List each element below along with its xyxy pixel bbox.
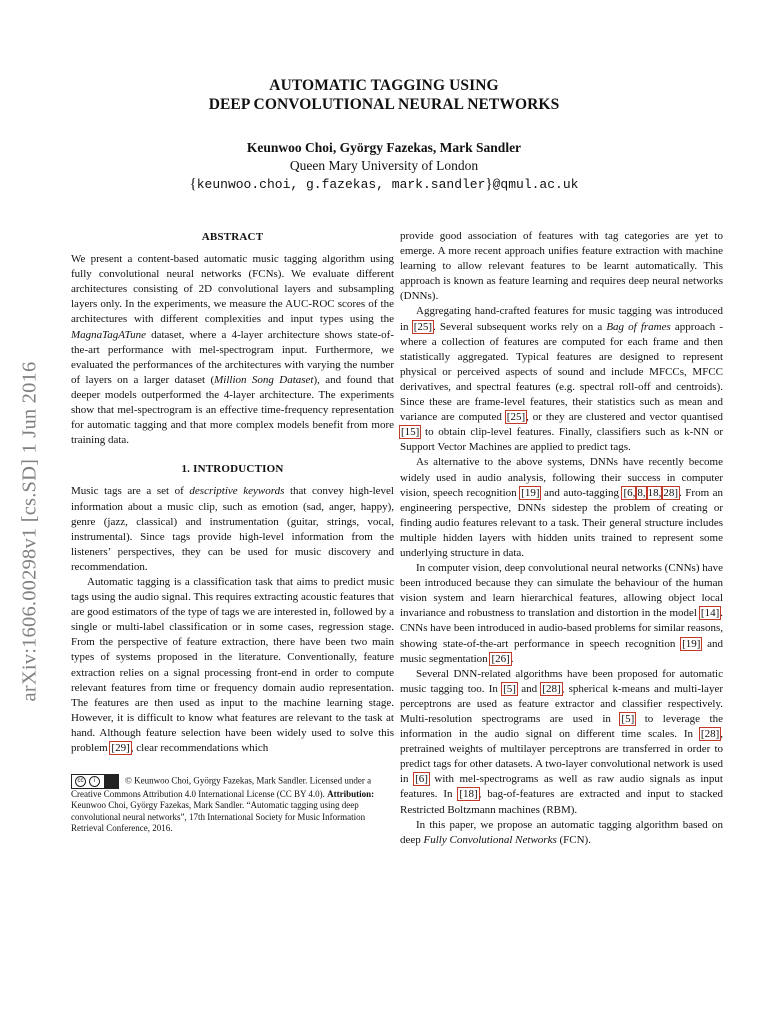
- title-line-1: AUTOMATIC TAGGING USING: [269, 77, 499, 94]
- right-paragraph-4: In computer vision, deep convolutional neural networks (CNNs) have been introduced because they can simulate the behaviour of the human vision system and learn hierarchical features, allowing object local invariance and robustness to translation and distortion in the model [14]. CNNs have been introduced in audio-based problems for similar reasons, showing state-of-the-art performance in speech recognition [19] and music segmentation [26].: [400, 562, 724, 665]
- right-paragraph-3: As alternative to the above systems, DNNs have recently become widely used in audio analysis, following their success in computer vision, speech recognition [19] and auto-tagging [6, 8, 18, 28]. From an engineering perspective, DNNs sidestep the problem of creating or finding audio features relevant to a task. Their general structure includes multiple hidden layers with hidden units trained to represent some underlying structure in data.: [400, 456, 724, 559]
- citation-link[interactable]: [29]: [111, 742, 130, 754]
- citation-link[interactable]: 28]: [663, 486, 679, 499]
- citation-link[interactable]: [25]: [506, 411, 526, 424]
- citation-link[interactable]: [5]: [621, 713, 635, 725]
- cc-by-icon: cc i: [71, 774, 119, 789]
- right-paragraph-6: In this paper, we propose an automatic tagging algorithm based on deep Fully Convolutional Networks (FCN).: [400, 818, 723, 846]
- citation-link[interactable]: [19]: [682, 637, 701, 650]
- citation-link[interactable]: [6,: [623, 486, 636, 499]
- intro-paragraph-2: Automatic tagging is a classification task that aims to predict music tags using the audio signal. This requires extracting acoustic features that are good estimators of the type of tags we are interested in, followed by a single or multi-label classification or in some cases, regression stage. From the perspective of feature extraction, there have been two main types of systems proposed in the literature. Conventionally, feature extraction relies on a signal processing front-end in order to compute relevant features from time or frequency domain audio representation. The features are then used as input to the machine learning stage. However, it is difficult to know what features are relevant to the task at hand. Although feature selection have been widely used to solve this problem [29], clear recommendations which: [71, 575, 394, 754]
- right-paragraph-5: Several DNN-related algorithms have been proposed for automatic music tagging too. In [5] and [28], spherical k-means and multi-layer perceptrons are used as feature extractor and classifier respectively. Multi-resolution spectrograms are used in [5] to leverage the information in the audio signal on different time scales. In [28], pretrained weights of multilayer perceptrons are transferred in order to predict tags for other datasets. A two-layer convolutional network is used in [6] with mel-spectrograms as well as raw audio signals as input features. In [18], bag-of-features are extracted and input to stacked Restricted Boltzmann machines (RBM).: [400, 667, 723, 816]
- author-emails: {keunwoo.choi, g.fazekas, mark.sandler}@qmul.ac.uk: [189, 176, 579, 192]
- citation-link[interactable]: [14]: [700, 607, 720, 620]
- citation-link[interactable]: [6]: [415, 773, 428, 786]
- license-footnote: cc i © Keunwoo Choi, György Fazekas, Mark Sandler. Licensed under a Creative Commons Attribution 4.0 International License (CC BY 4.0). Attribution: Keunwoo Choi, György Fazekas, Mark Sandler. “Automatic tagging using deep convolutional neural networks”, 17th International Society for Music Information Retrieval Conference, 2016.: [71, 775, 375, 833]
- citation-link[interactable]: [26]: [491, 652, 510, 665]
- arxiv-stamp: arXiv:1606.00298v1 [cs.SD] 1 Jun 2016: [18, 361, 41, 702]
- right-paragraph-1: provide good association of features with tag categories are yet to emerge. A more recent approach unifies feature extraction with machine learning to allow relevant features to be learnt automatically. This approach is known as feature learning and requires deep neural networks (DNNs).: [400, 230, 723, 303]
- left-column: [71, 230, 394, 834]
- abstract-heading: ABSTRACT: [201, 231, 264, 243]
- paper-title: [0, 76, 768, 114]
- citation-link[interactable]: [5]: [503, 682, 516, 695]
- citation-link[interactable]: [15]: [401, 426, 420, 439]
- citation-link[interactable]: 8,: [637, 486, 646, 499]
- citation-link[interactable]: 18,: [647, 486, 662, 499]
- title-line-2: DEEP CONVOLUTIONAL NEURAL NETWORKS: [208, 96, 560, 113]
- email-names: keunwoo.choi, g.fazekas, mark.sandler: [196, 177, 486, 192]
- right-paragraph-2: Aggregating hand-crafted features for music tagging was introduced in [25]. Several subsequent works rely on a Bag of frames approach - where a collection of features are computed for each frame and then statistically aggregated. Typical features are designed to represent physical or perceived aspects of sound and include MFCCs, MFCC derivatives, and spectral features (e.g. spectral roll-off and centroids). Since these are frame-level features, their statistics such as mean and variance are computed [25], or they are clustered and vector quantised [15] to obtain clip-level features. Finally, classifiers such as k-NN or Support Vector Machines are applied to predict tags.: [400, 305, 723, 454]
- citation-link[interactable]: [28]: [700, 728, 720, 741]
- intro-heading: 1. INTRODUCTION: [181, 463, 284, 476]
- citation-link[interactable]: [19]: [521, 486, 540, 499]
- citation-link[interactable]: [18]: [459, 788, 478, 801]
- abstract-text: We present a content-based automatic music tagging algorithm using fully convolutional neural networks (FCNs). We evaluate different architectures consisting of 2D convolutional layers and subsampling layers only. In the experiments, we measure the AUC-ROC scores of the architectures with different complexities and input types using the MagnaTagATune dataset, where a 4-layer architecture shows state-of-the-art performance with mel-spectrogram input. Furthermore, we evaluated the performances of the architectures with varying the number of layers on a larger dataset (Million Song Dataset), and found that deeper models outperformed the 4-layer architecture. The experiments show that mel-spectrogram is an effective time-frequency representation for automatic tagging and that more complex models benefit from more training data.: [71, 253, 395, 447]
- citation-link[interactable]: [25]: [413, 320, 433, 333]
- intro-paragraph-1: Music tags are a set of descriptive keywords that convey high-level information about a music clip, such as emotion (sad, anger, happy), genre (jazz, classical) and instrumentation (guitar, strings, vocal, instrumental). Since tags provide high-level information from the listeners’ perspectives, they can be used for music discovery and recommendation.: [71, 485, 394, 573]
- affiliation: Queen Mary University of London: [289, 158, 479, 173]
- citation-link[interactable]: [28]: [542, 682, 561, 695]
- right-column: [400, 229, 723, 848]
- email-domain: @qmul.ac.uk: [492, 177, 579, 192]
- author-list: Keunwoo Choi, György Fazekas, Mark Sandler: [246, 140, 522, 155]
